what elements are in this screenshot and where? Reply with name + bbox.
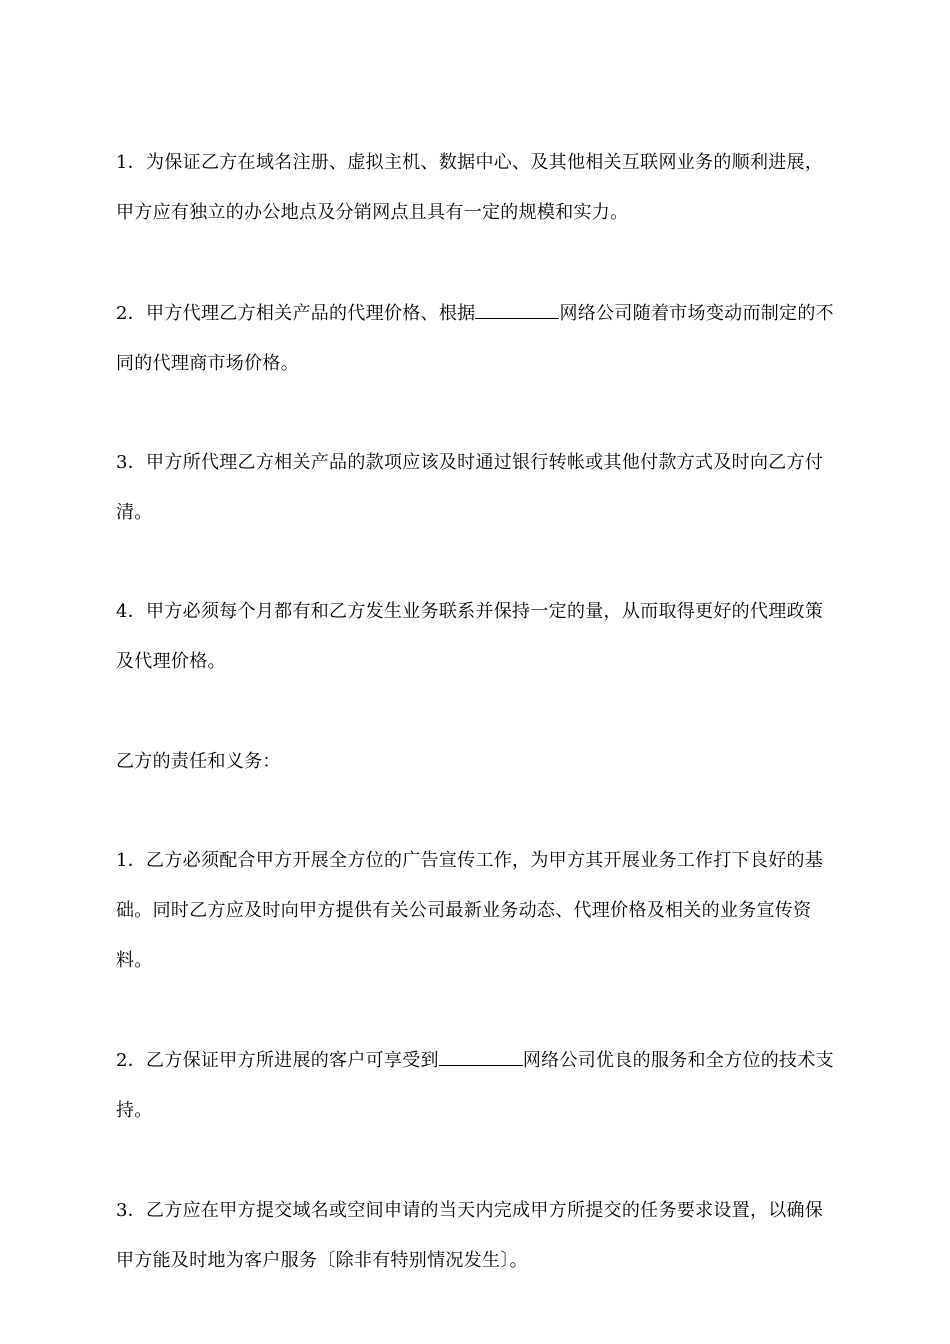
paragraph-b3-text: 3．乙方应在甲方提交域名或空间申请的当天内完成甲方所提交的任务要求设置，以确保甲方能及时地为客户服务〔除非有特别情况发生〕。 — [116, 1200, 824, 1271]
paragraph-b2 — [116, 1036, 840, 1136]
paragraph-a4-text: 4．甲方必须每个月都有和乙方发生业务联系并保持一定的量，从而取得更好的代理政策及代理价格。 — [116, 601, 824, 672]
section-heading-text: 乙方的责任和义务： — [116, 751, 281, 772]
paragraph-a2-after: 网络公司随着市场变动而制定的不同的代理商市场价格。 — [116, 303, 834, 374]
paragraph-a4 — [116, 587, 840, 687]
paragraph-b1-text: 1．乙方必须配合甲方开展全方位的广告宣传工作，为甲方其开展业务工作打下良好的基础。同时乙方应及时向甲方提供有关公司最新业务动态、代理价格及相关的业务宣传资料。 — [116, 850, 824, 971]
paragraph-a1 — [116, 138, 840, 238]
paragraph-b1 — [116, 836, 840, 986]
section-heading-party-b — [116, 737, 840, 787]
paragraph-b3 — [116, 1186, 840, 1286]
paragraph-a3-text: 3．甲方所代理乙方相关产品的款项应该及时通过银行转帐或其他付款方式及时向乙方付清。 — [116, 452, 824, 523]
paragraph-a3 — [116, 438, 840, 538]
fill-in-blank — [475, 300, 559, 319]
paragraph-a1-text: 1．为保证乙方在域名注册、虚拟主机、数据中心、及其他相关互联网业务的顺利进展，甲方应有独立的办公地点及分销网点且具有一定的规模和实力。 — [116, 152, 824, 223]
paragraph-b2-before: 2．乙方保证甲方所进展的客户可享受到 — [116, 1050, 439, 1071]
fill-in-blank — [439, 1047, 523, 1066]
paragraph-b2-after: 网络公司优良的服务和全方位的技术支持。 — [116, 1050, 834, 1121]
paragraph-a2 — [116, 289, 840, 389]
paragraph-a2-before: 2．甲方代理乙方相关产品的代理价格、根据 — [116, 303, 476, 324]
